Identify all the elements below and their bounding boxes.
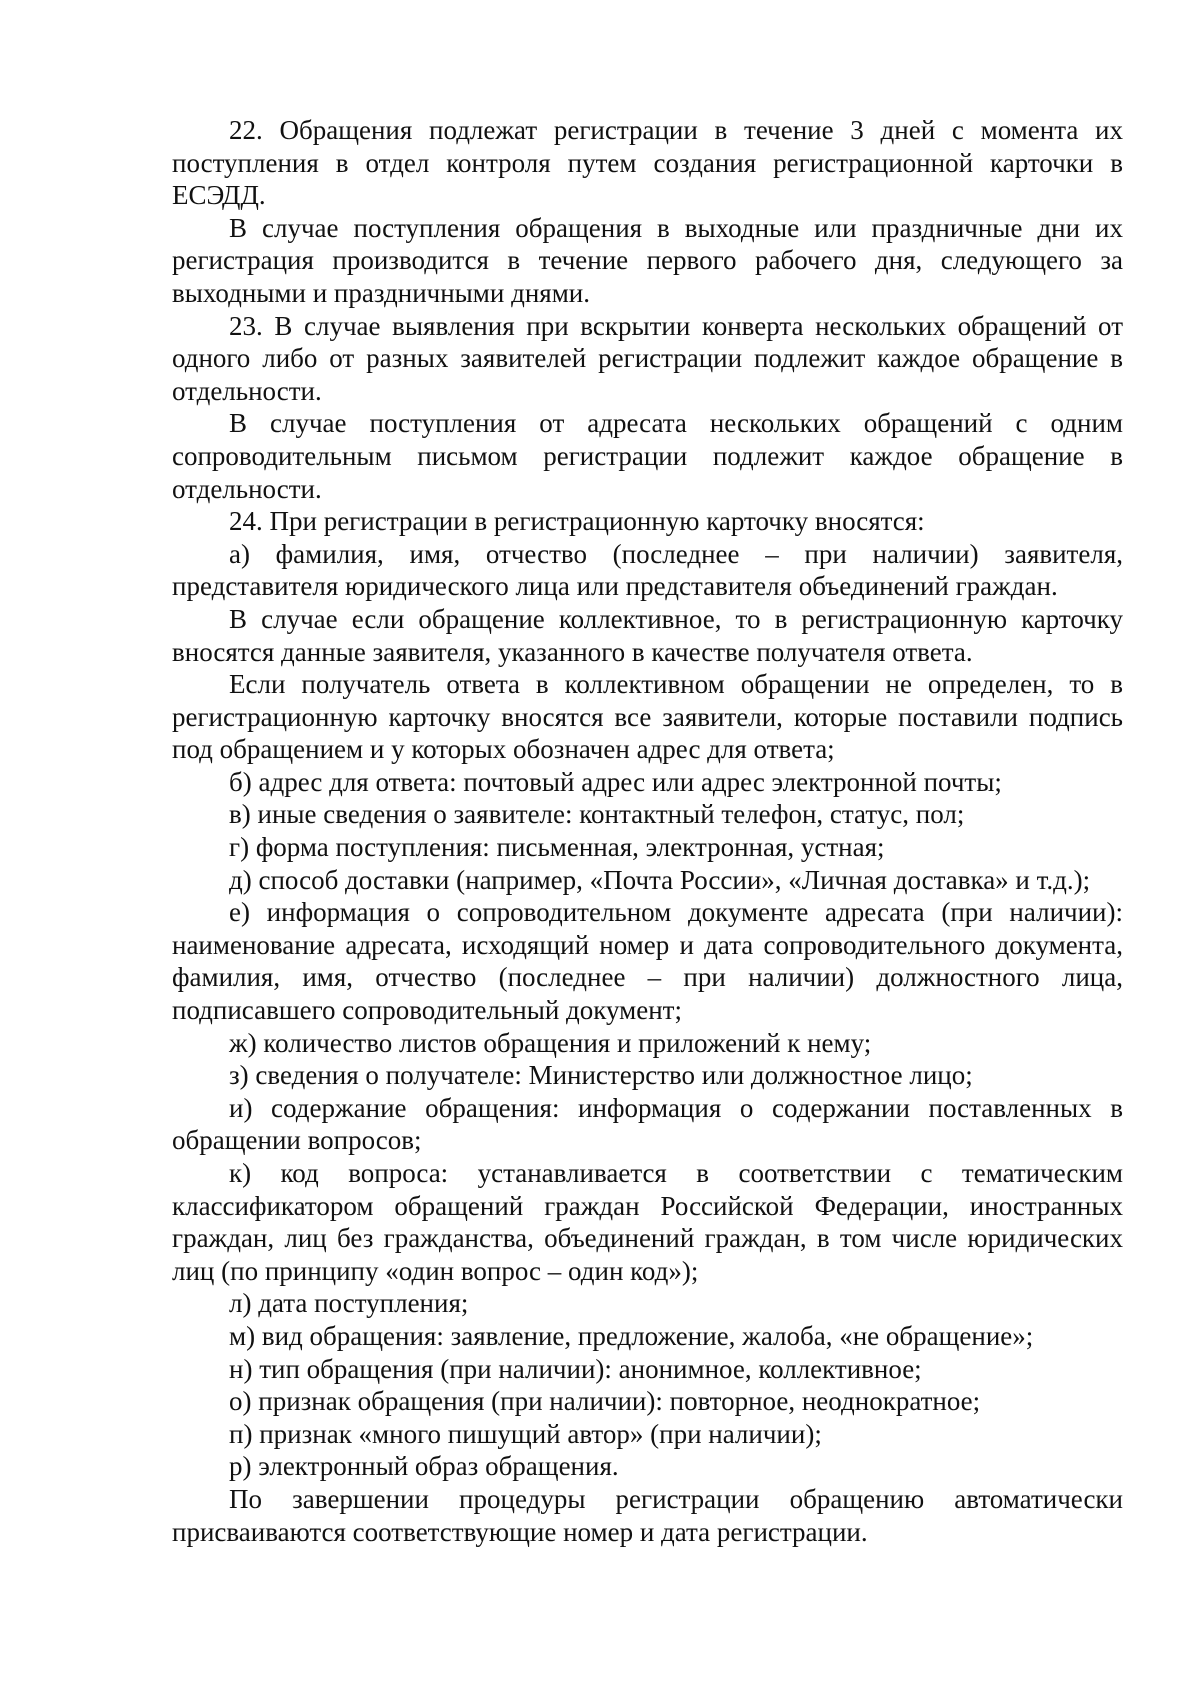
list-item-v: в) иные сведения о заявителе: контактный телефон, статус, пол; [229,799,965,830]
list-item-k: к) код вопроса: устанавливается в соответствии с тематическим классификатором обращений граждан Российской Федерации, иностранных граждан, лиц без гражданства, объединений граждан, в том числе юридических лиц (по принципу «один вопрос – один код»); [172,1158,1123,1286]
list-item-p: п) признак «много пишущий автор» (при наличии); [229,1418,822,1449]
list-item-zh: ж) количество листов обращения и приложений к нему; [229,1027,872,1058]
list-item-g: г) форма поступления: письменная, электронная, устная; [229,832,885,863]
list-item-a: а) фамилия, имя, отчество (последнее – при наличии) заявителя, представителя юридического лица или представителя объединений граждан. [172,538,1123,602]
paragraph-conclusion: По завершении процедуры регистрации обращению автоматически присваиваются соответствующие номер и дата регистрации. [172,1483,1123,1547]
list-item-d: д) способ доставки (например, «Почта России», «Личная доставка» и т.д.); [229,864,1091,895]
paragraph-24: 24. При регистрации в регистрационную карточку вносятся: [229,506,925,537]
list-item-b: б) адрес для ответа: почтовый адрес или адрес электронной почты; [229,766,1002,797]
paragraph-22: 22. Обращения подлежат регистрации в течение 3 дней с момента их поступления в отдел контроля путем создания регистрационной карточки в ЕСЭДД. [172,115,1123,211]
list-item-o: о) признак обращения (при наличии): повторное, неоднократное; [229,1386,981,1417]
paragraph-23: 23. В случае выявления при вскрытии конверта нескольких обращений от одного либо от разных заявителей регистрации подлежит каждое обращение в отдельности. [172,310,1123,406]
paragraph-cover-letter: В случае поступления от адресата нескольких обращений с одним сопроводительным письмом регистрации подлежит каждое обращение в отдельности. [172,408,1123,504]
list-item-z: з) сведения о получателе: Министерство или должностное лицо; [229,1060,973,1091]
list-item-m: м) вид обращения: заявление, предложение, жалоба, «не обращение»; [229,1320,1034,1351]
list-item-i: и) содержание обращения: информация о содержании поставленных в обращении вопросов; [172,1092,1123,1156]
paragraph-collective: В случае если обращение коллективное, то в регистрационную карточку вносятся данные заявителя, указанного в качестве получателя ответа. [172,603,1123,667]
list-item-e: е) информация о сопроводительном документе адресата (при наличии): наименование адресата, исходящий номер и дата сопроводительного документа, фамилия, имя, отчество (последнее – при наличии) должностного лица, подписавшего сопроводительный документ; [172,897,1123,1026]
paragraph-holidays: В случае поступления обращения в выходные или праздничные дни их регистрация производится в течение первого рабочего дня, следующего за выходными и праздничными днями. [172,212,1123,308]
list-item-l: л) дата поступления; [229,1288,469,1319]
document-body [172,114,1123,1548]
paragraph-recipient-undefined: Если получатель ответа в коллективном обращении не определен, то в регистрационную карточку вносятся все заявители, которые поставили подпись под обращением и у которых обозначен адрес для ответа; [172,669,1123,765]
list-item-n: н) тип обращения (при наличии): анонимное, коллективное; [229,1353,922,1384]
list-item-r: р) электронный образ обращения. [229,1451,619,1482]
